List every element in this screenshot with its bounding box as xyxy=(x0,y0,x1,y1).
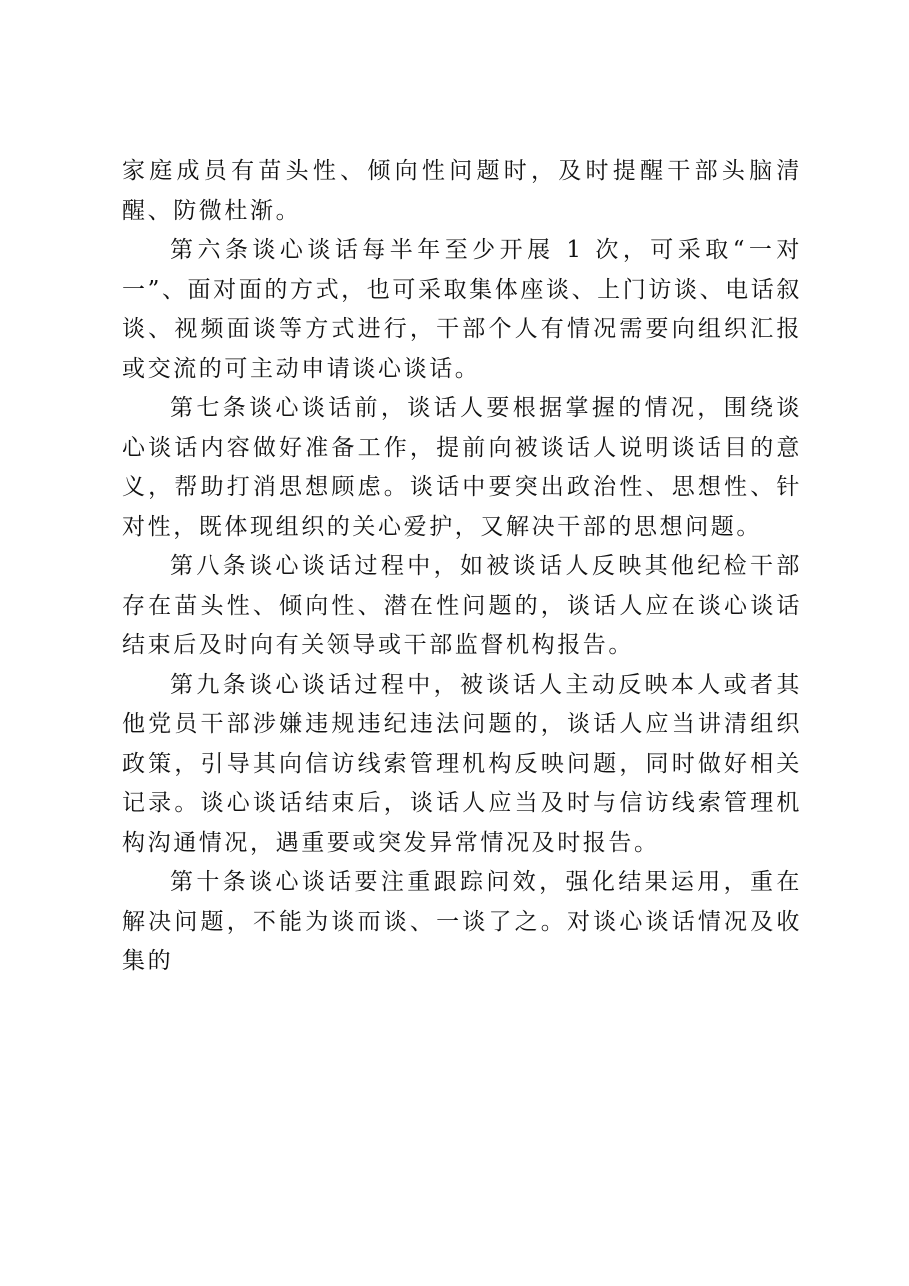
paragraph-article-6: 第六条谈心谈话每半年至少开展 1 次，可采取“一对一”、面对面的方式，也可采取集体座谈、上门访谈、电话叙谈、视频面谈等方式进行，干部个人有情况需要向组织汇报或交流的可主动申请谈心谈话。 xyxy=(122,237,802,382)
paragraph-article-9: 第九条谈心谈话过程中，被谈话人主动反映本人或者其他党员干部涉嫌违规违纪违法问题的，谈话人应当讲清组织政策，引导其向信访线索管理机构反映问题，同时做好相关记录。谈心谈话结束后，谈话人应当及时与信访线索管理机构沟通情况，遇重要或突发异常情况及时报告。 xyxy=(122,671,802,856)
document-body xyxy=(122,152,802,982)
paragraph-article-10: 第十条谈心谈话要注重跟踪问效，强化结果运用，重在解决问题，不能为谈而谈、一谈了之。对谈心谈话情况及收集的 xyxy=(122,869,802,974)
paragraph-article-7: 第七条谈心谈话前，谈话人要根据掌握的情况，围绕谈心谈话内容做好准备工作，提前向被谈话人说明谈话目的意义，帮助打消思想顾虑。谈话中要突出政治性、思想性、针对性，既体现组织的关心爱护，又解决干部的思想问题。 xyxy=(122,395,802,540)
paragraph-article-8: 第八条谈心谈话过程中，如被谈话人反映其他纪检干部存在苗头性、倾向性、潜在性问题的，谈话人应在谈心谈话结束后及时向有关领导或干部监督机构报告。 xyxy=(122,553,802,658)
paragraph-continuation: 家庭成员有苗头性、倾向性问题时，及时提醒干部头脑清醒、防微杜渐。 xyxy=(122,158,802,224)
